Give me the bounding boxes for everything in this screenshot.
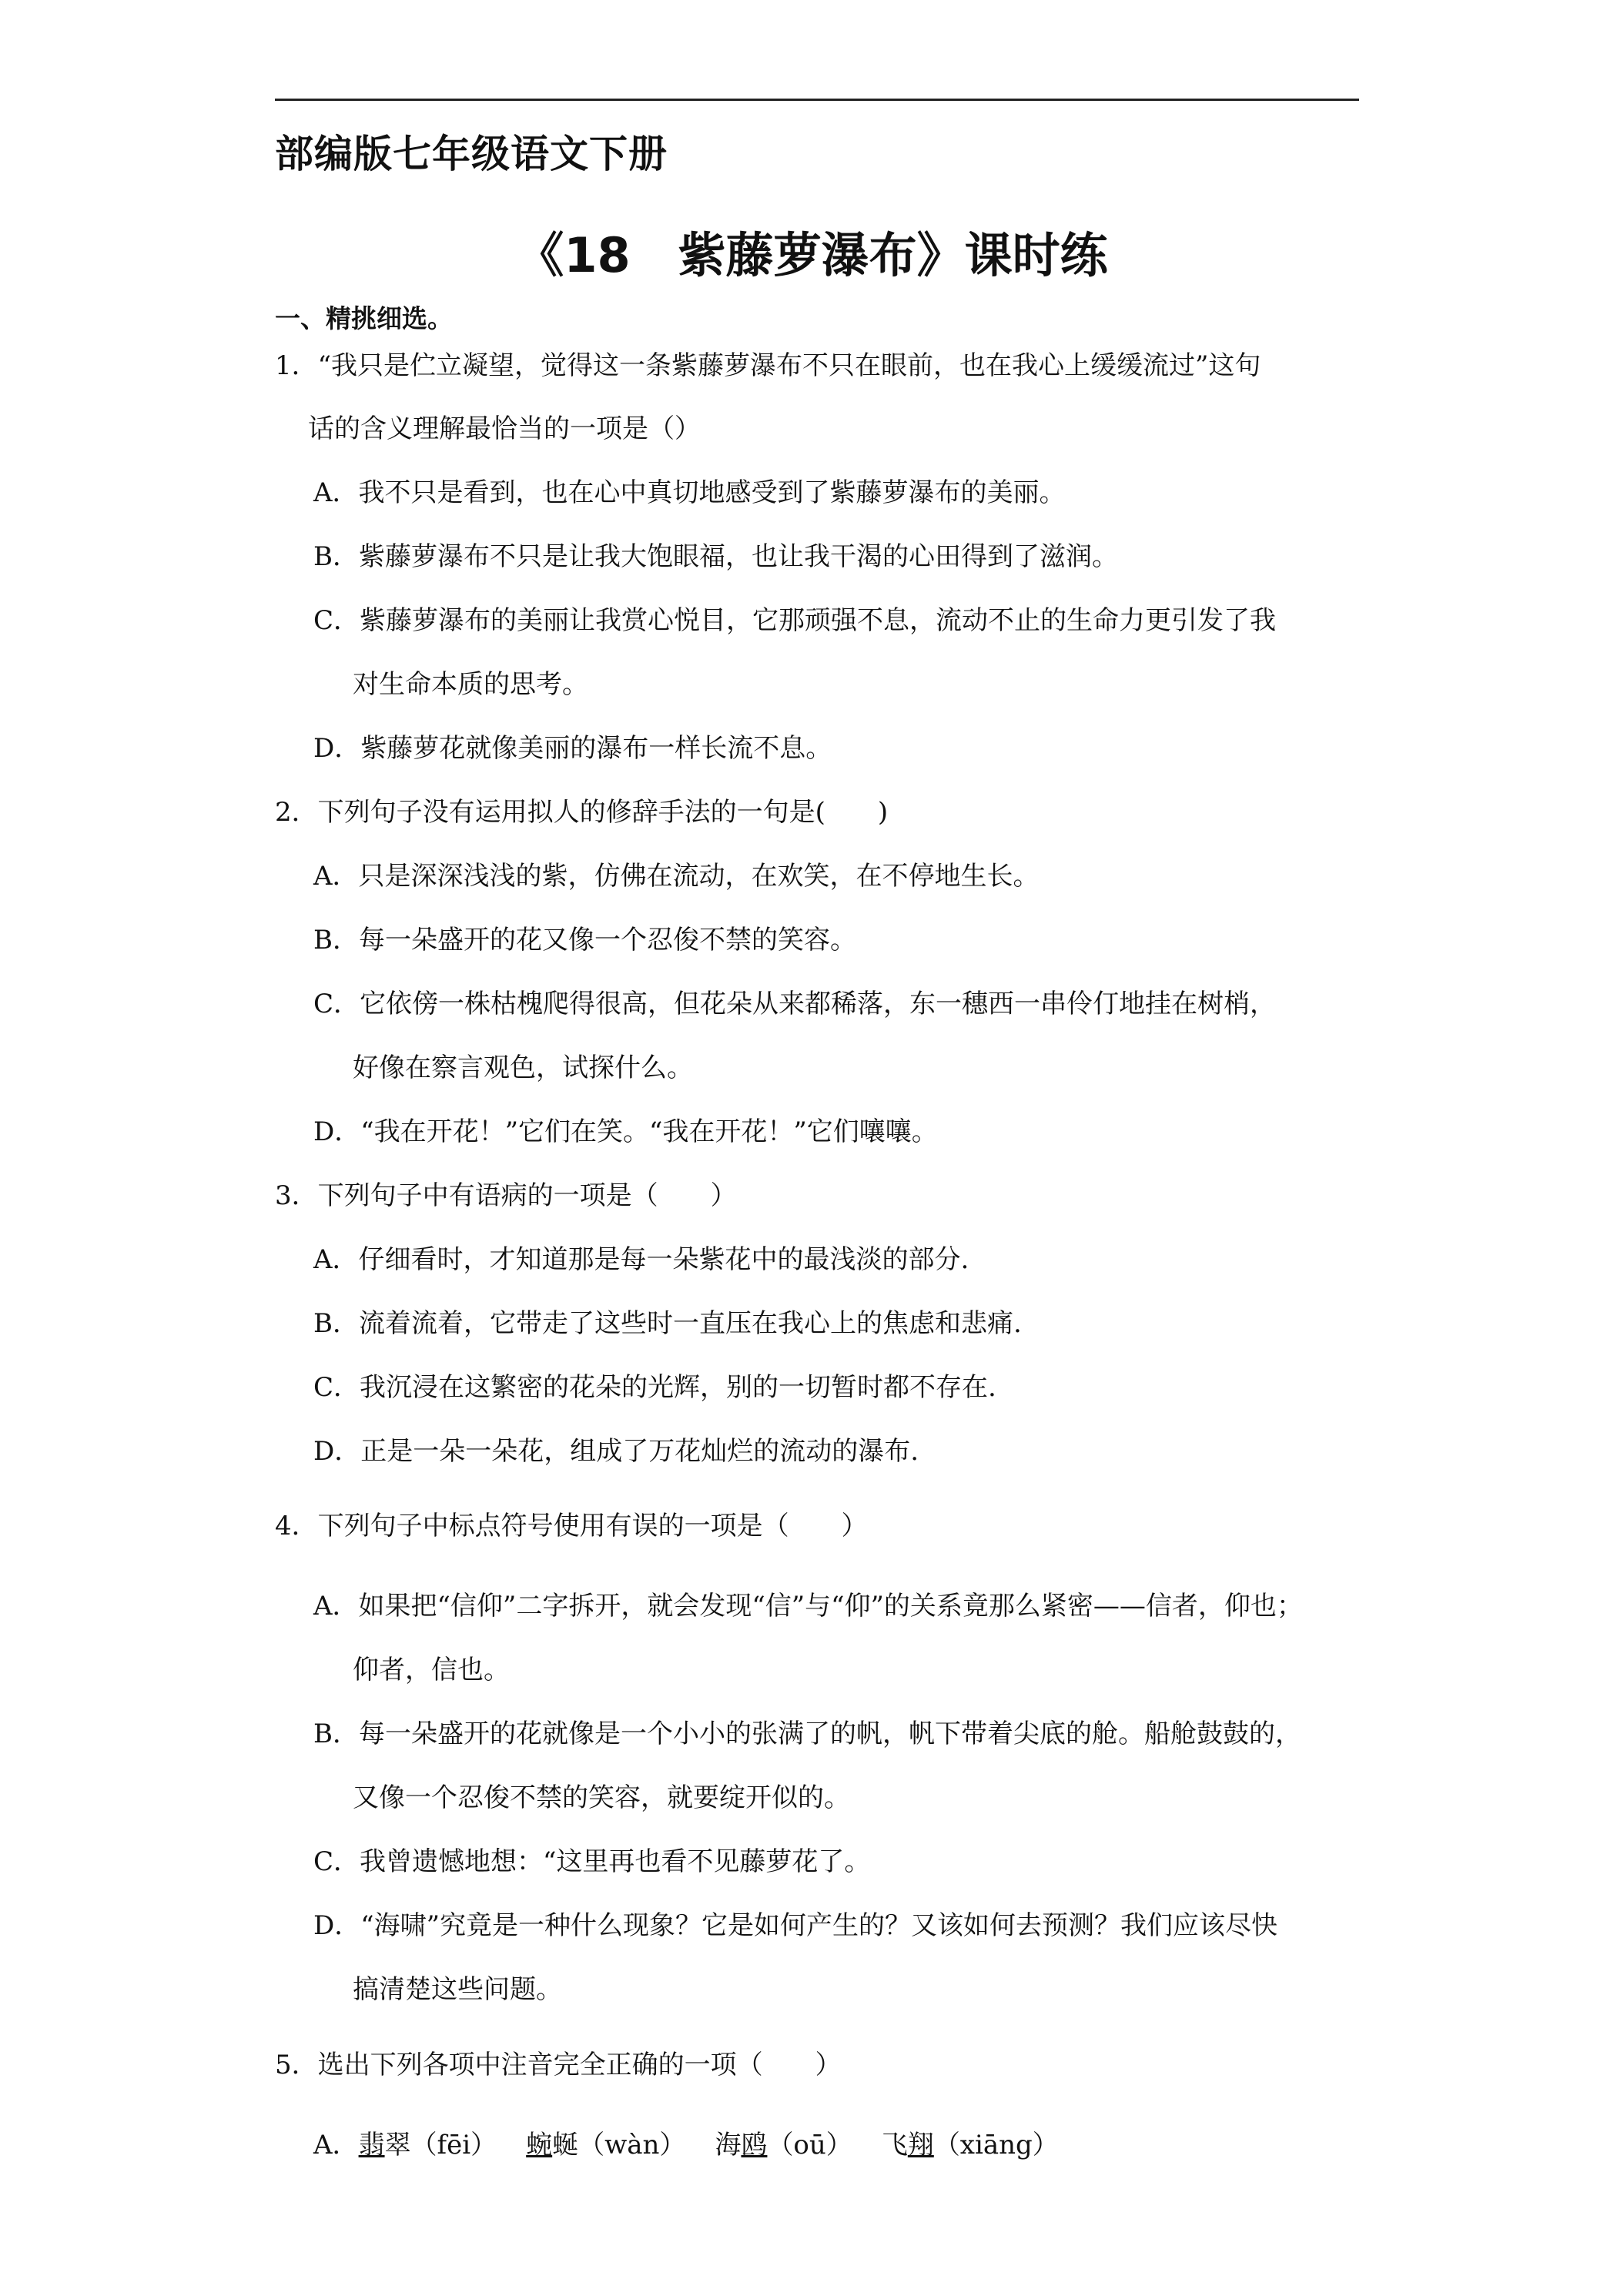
q3-option-a: A．仔细看时，才知道那是每一朵紫花中的最浅淡的部分.: [313, 1244, 969, 1275]
q3-option-b: B．流着流着，它带走了这些时一直压在我心上的焦虑和悲痛.: [313, 1308, 1022, 1339]
q2-option-a: A．只是深深浅浅的紫，仿佛在流动，在欢笑，在不停地生长。: [313, 861, 1040, 892]
header-rule: [275, 99, 1359, 101]
q5-word-3-rest: （oū）: [767, 2130, 852, 2160]
q1-option-c-line2: 对生命本质的思考。: [353, 669, 588, 700]
q5-option-a-label: A．: [313, 2130, 359, 2160]
page-title: 《18 紫藤萝瀑布》课时练: [516, 227, 1108, 283]
q3-stem: 3．下列句子中有语病的一项是（ ）: [275, 1180, 737, 1211]
q5-word-1: [359, 2130, 497, 2160]
q2-stem: 2．下列句子没有运用拟人的修辞手法的一句是( ): [275, 797, 889, 828]
q5-option-a: [313, 2130, 1059, 2160]
q5-word-4-rest: （xiāng）: [933, 2130, 1059, 2160]
q4-stem: 4．下列句子中标点符号使用有误的一项是（ ）: [275, 1511, 868, 1541]
q1-option-d: D．紫藤萝花就像美丽的瀑布一样长流不息。: [313, 733, 832, 764]
q3-option-d: D．正是一朵一朵花，组成了万花灿烂的流动的瀑布.: [313, 1436, 919, 1467]
q2-option-c-line1: C．它依傍一株枯槐爬得很高，但花朵从来都稀落，东一穗西一串伶仃地挂在树梢，: [313, 989, 1277, 1019]
q1-option-b: B．紫藤萝瀑布不只是让我大饱眼福，也让我干渴的心田得到了滋润。: [313, 541, 1118, 572]
q1-option-c-line1: C．紫藤萝瀑布的美丽让我赏心悦目，它那顽强不息，流动不止的生命力更引发了我: [313, 605, 1277, 636]
q5-word-1-rest: 翠（fēi）: [384, 2130, 497, 2160]
q1-stem-line2: 话的含义理解最恰当的一项是（）: [308, 413, 701, 444]
section-heading: 一、精挑细选。: [275, 303, 453, 333]
q5-word-3-underlined: 鸥: [741, 2130, 768, 2160]
q4-option-a-line1: A．如果把“信仰”二字拆开，就会发现“信”与“仰”的关系竟那么紧密——信者，仰也；: [313, 1591, 1303, 1622]
q4-option-d-line1: D．“海啸”究竟是一种什么现象？它是如何产生的？又该如何去预测？我们应该尽快: [313, 1910, 1278, 1941]
q5-word-4-prefix: 飞: [881, 2130, 908, 2160]
q5-word-2-rest: 蜒（wàn）: [552, 2130, 686, 2160]
q2-option-c-line2: 好像在察言观色，试探什么。: [353, 1053, 693, 1083]
q5-word-2-underlined: 蜿: [526, 2130, 553, 2160]
q5-stem: 5．选出下列各项中注音完全正确的一项（ ）: [275, 2050, 842, 2080]
q5-word-2: [526, 2130, 685, 2160]
q4-option-b-line1: B．每一朵盛开的花就像是一个小小的张满了的帆，帆下带着尖底的舱。船舱鼓鼓的，: [313, 1719, 1301, 1749]
q5-word-4: [882, 2130, 1059, 2160]
q4-option-c: C．我曾遗憾地想：“这里再也看不见藤萝花了。: [313, 1846, 871, 1877]
page-header: 部编版七年级语文下册: [275, 132, 668, 176]
q5-word-3: [715, 2130, 852, 2160]
q4-option-b-line2: 又像一个忍俊不禁的笑容，就要绽开似的。: [353, 1782, 850, 1813]
q5-word-4-underlined: 翔: [907, 2130, 934, 2160]
q2-option-b: B．每一朵盛开的花又像一个忍俊不禁的笑容。: [313, 925, 856, 956]
q2-option-d: D．“我在开花！”它们在笑。“我在开花！”它们嚷嚷。: [313, 1116, 938, 1147]
q3-option-c: C．我沉浸在这繁密的花朵的光辉，别的一切暂时都不存在.: [313, 1372, 996, 1403]
q1-option-a: A．我不只是看到，也在心中真切地感受到了紫藤萝瀑布的美丽。: [313, 477, 1066, 508]
q4-option-a-line2: 仰者，信也。: [353, 1655, 510, 1685]
q1-stem-line1: 1．“我只是伫立凝望，觉得这一条紫藤萝瀑布不只在眼前，也在我心上缓缓流过”这句: [275, 350, 1261, 381]
q5-word-3-prefix: 海: [715, 2130, 742, 2160]
q4-option-d-line2: 搞清楚这些问题。: [353, 1974, 562, 2005]
q5-word-1-underlined: 翡: [358, 2130, 385, 2160]
